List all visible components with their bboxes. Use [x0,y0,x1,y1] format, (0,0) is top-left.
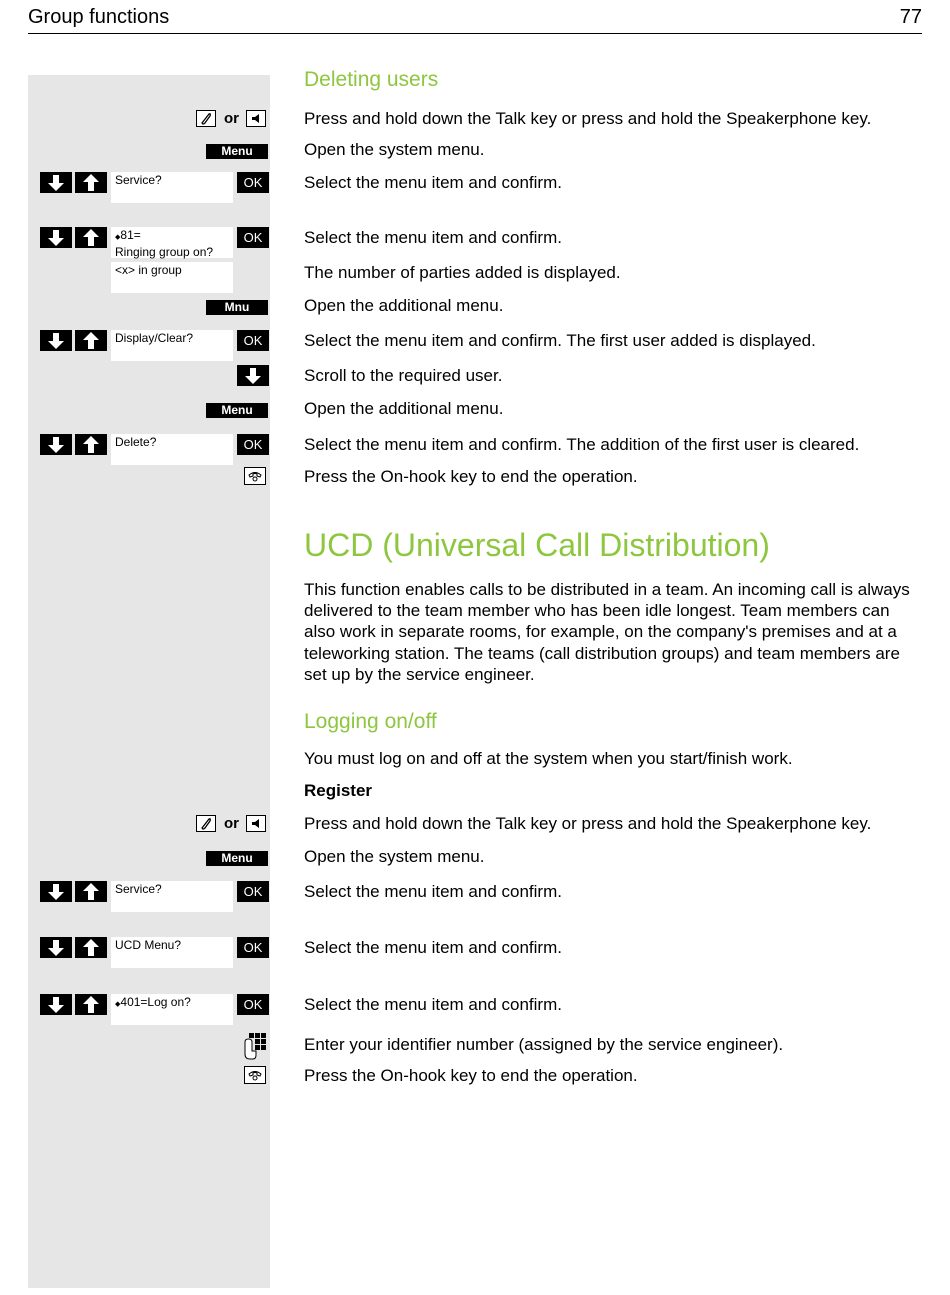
display-field: ◆401=Log on? [111,994,233,1025]
step-text: Select the menu item and confirm. [304,228,562,247]
speakerphone-key-icon [246,815,266,832]
up-arrow-icon [75,227,107,248]
display-code-text: 81= [120,228,141,242]
down-arrow-icon [40,434,72,455]
display-code: ◆81= [115,228,141,242]
logging-intro: You must log on and off at the system when you start/finish work. [304,749,793,768]
up-arrow-icon [75,937,107,958]
down-arrow-icon [237,365,269,386]
up-arrow-icon [75,994,107,1015]
section-heading-deleting-users: Deleting users [304,68,439,91]
step-text: Select the menu item and confirm. The addition of the first user is cleared. [304,435,860,454]
display-field: <x> in group [111,262,233,293]
menu-softkey: Menu [206,851,268,866]
step-text: The number of parties added is displayed. [304,263,621,282]
ok-key: OK [237,330,269,351]
register-label: Register [304,781,373,800]
page-header-title: Group functions [28,6,170,28]
step-text: Scroll to the required user. [304,366,503,385]
step-text: Open the additional menu. [304,399,504,418]
speakerphone-key-icon [246,110,266,127]
display-field: Service? [111,881,233,912]
ok-key: OK [237,881,269,902]
or-label: or [224,815,239,832]
talk-key-icon [196,815,216,832]
step-text: Open the system menu. [304,140,485,159]
step-text: Enter your identifier number (assigned by the service engineer). [304,1035,784,1054]
menu-softkey: Menu [206,144,268,159]
step-text: Press and hold down the Talk key or press and hold the Speakerphone key. [304,109,872,128]
section-heading-ucd: UCD (Universal Call Distribution) [304,527,770,563]
or-label: or [224,110,239,127]
step-text: Open the system menu. [304,847,485,866]
display-field: Display/Clear? [111,330,233,361]
step-text: Select the menu item and confirm. [304,882,562,901]
ok-key: OK [237,937,269,958]
display-field: UCD Menu? [111,937,233,968]
down-arrow-icon [40,881,72,902]
on-hook-key-icon [244,1066,266,1084]
ok-key: OK [237,172,269,193]
up-arrow-icon [75,172,107,193]
keypad-icon [242,1032,268,1060]
step-text: Select the menu item and confirm. [304,173,562,192]
down-arrow-icon [40,937,72,958]
menu-softkey: Menu [206,403,268,418]
step-text: Open the additional menu. [304,296,504,315]
display-field: Delete? [111,434,233,465]
step-text: Select the menu item and confirm. [304,938,562,957]
down-arrow-icon [40,994,72,1015]
on-hook-key-icon [244,467,266,485]
ok-key: OK [237,227,269,248]
display-text: 401=Log on? [120,995,191,1009]
page-header [28,0,922,34]
ok-key: OK [237,434,269,455]
display-field: Service? [111,172,233,203]
step-text: Select the menu item and confirm. The first user added is displayed. [304,331,816,350]
down-arrow-icon [40,330,72,351]
mnu-softkey: Mnu [206,300,268,315]
step-text: Press and hold down the Talk key or press and hold the Speakerphone key. [304,814,872,833]
talk-key-icon [196,110,216,127]
ok-key: OK [237,994,269,1015]
ucd-intro-paragraph: This function enables calls to be distributed in a team. An incoming call is always delivered to the team member who has been idle longest. Team members can also work in separate rooms, for example, on the company's premises and at a teleworking station. The teams (call distribution groups) and team members are set up by the service engineer. [304,580,910,684]
page-number: 77 [899,6,922,28]
down-arrow-icon [40,227,72,248]
down-arrow-icon [40,172,72,193]
section-heading-logging: Logging on/off [304,710,437,733]
display-text: Ringing group on? [115,245,214,259]
step-text: Select the menu item and confirm. [304,995,562,1014]
display-field [111,227,233,258]
step-text: Press the On-hook key to end the operation. [304,467,638,486]
up-arrow-icon [75,881,107,902]
step-text: Press the On-hook key to end the operation. [304,1066,638,1085]
up-arrow-icon [75,330,107,351]
up-arrow-icon [75,434,107,455]
